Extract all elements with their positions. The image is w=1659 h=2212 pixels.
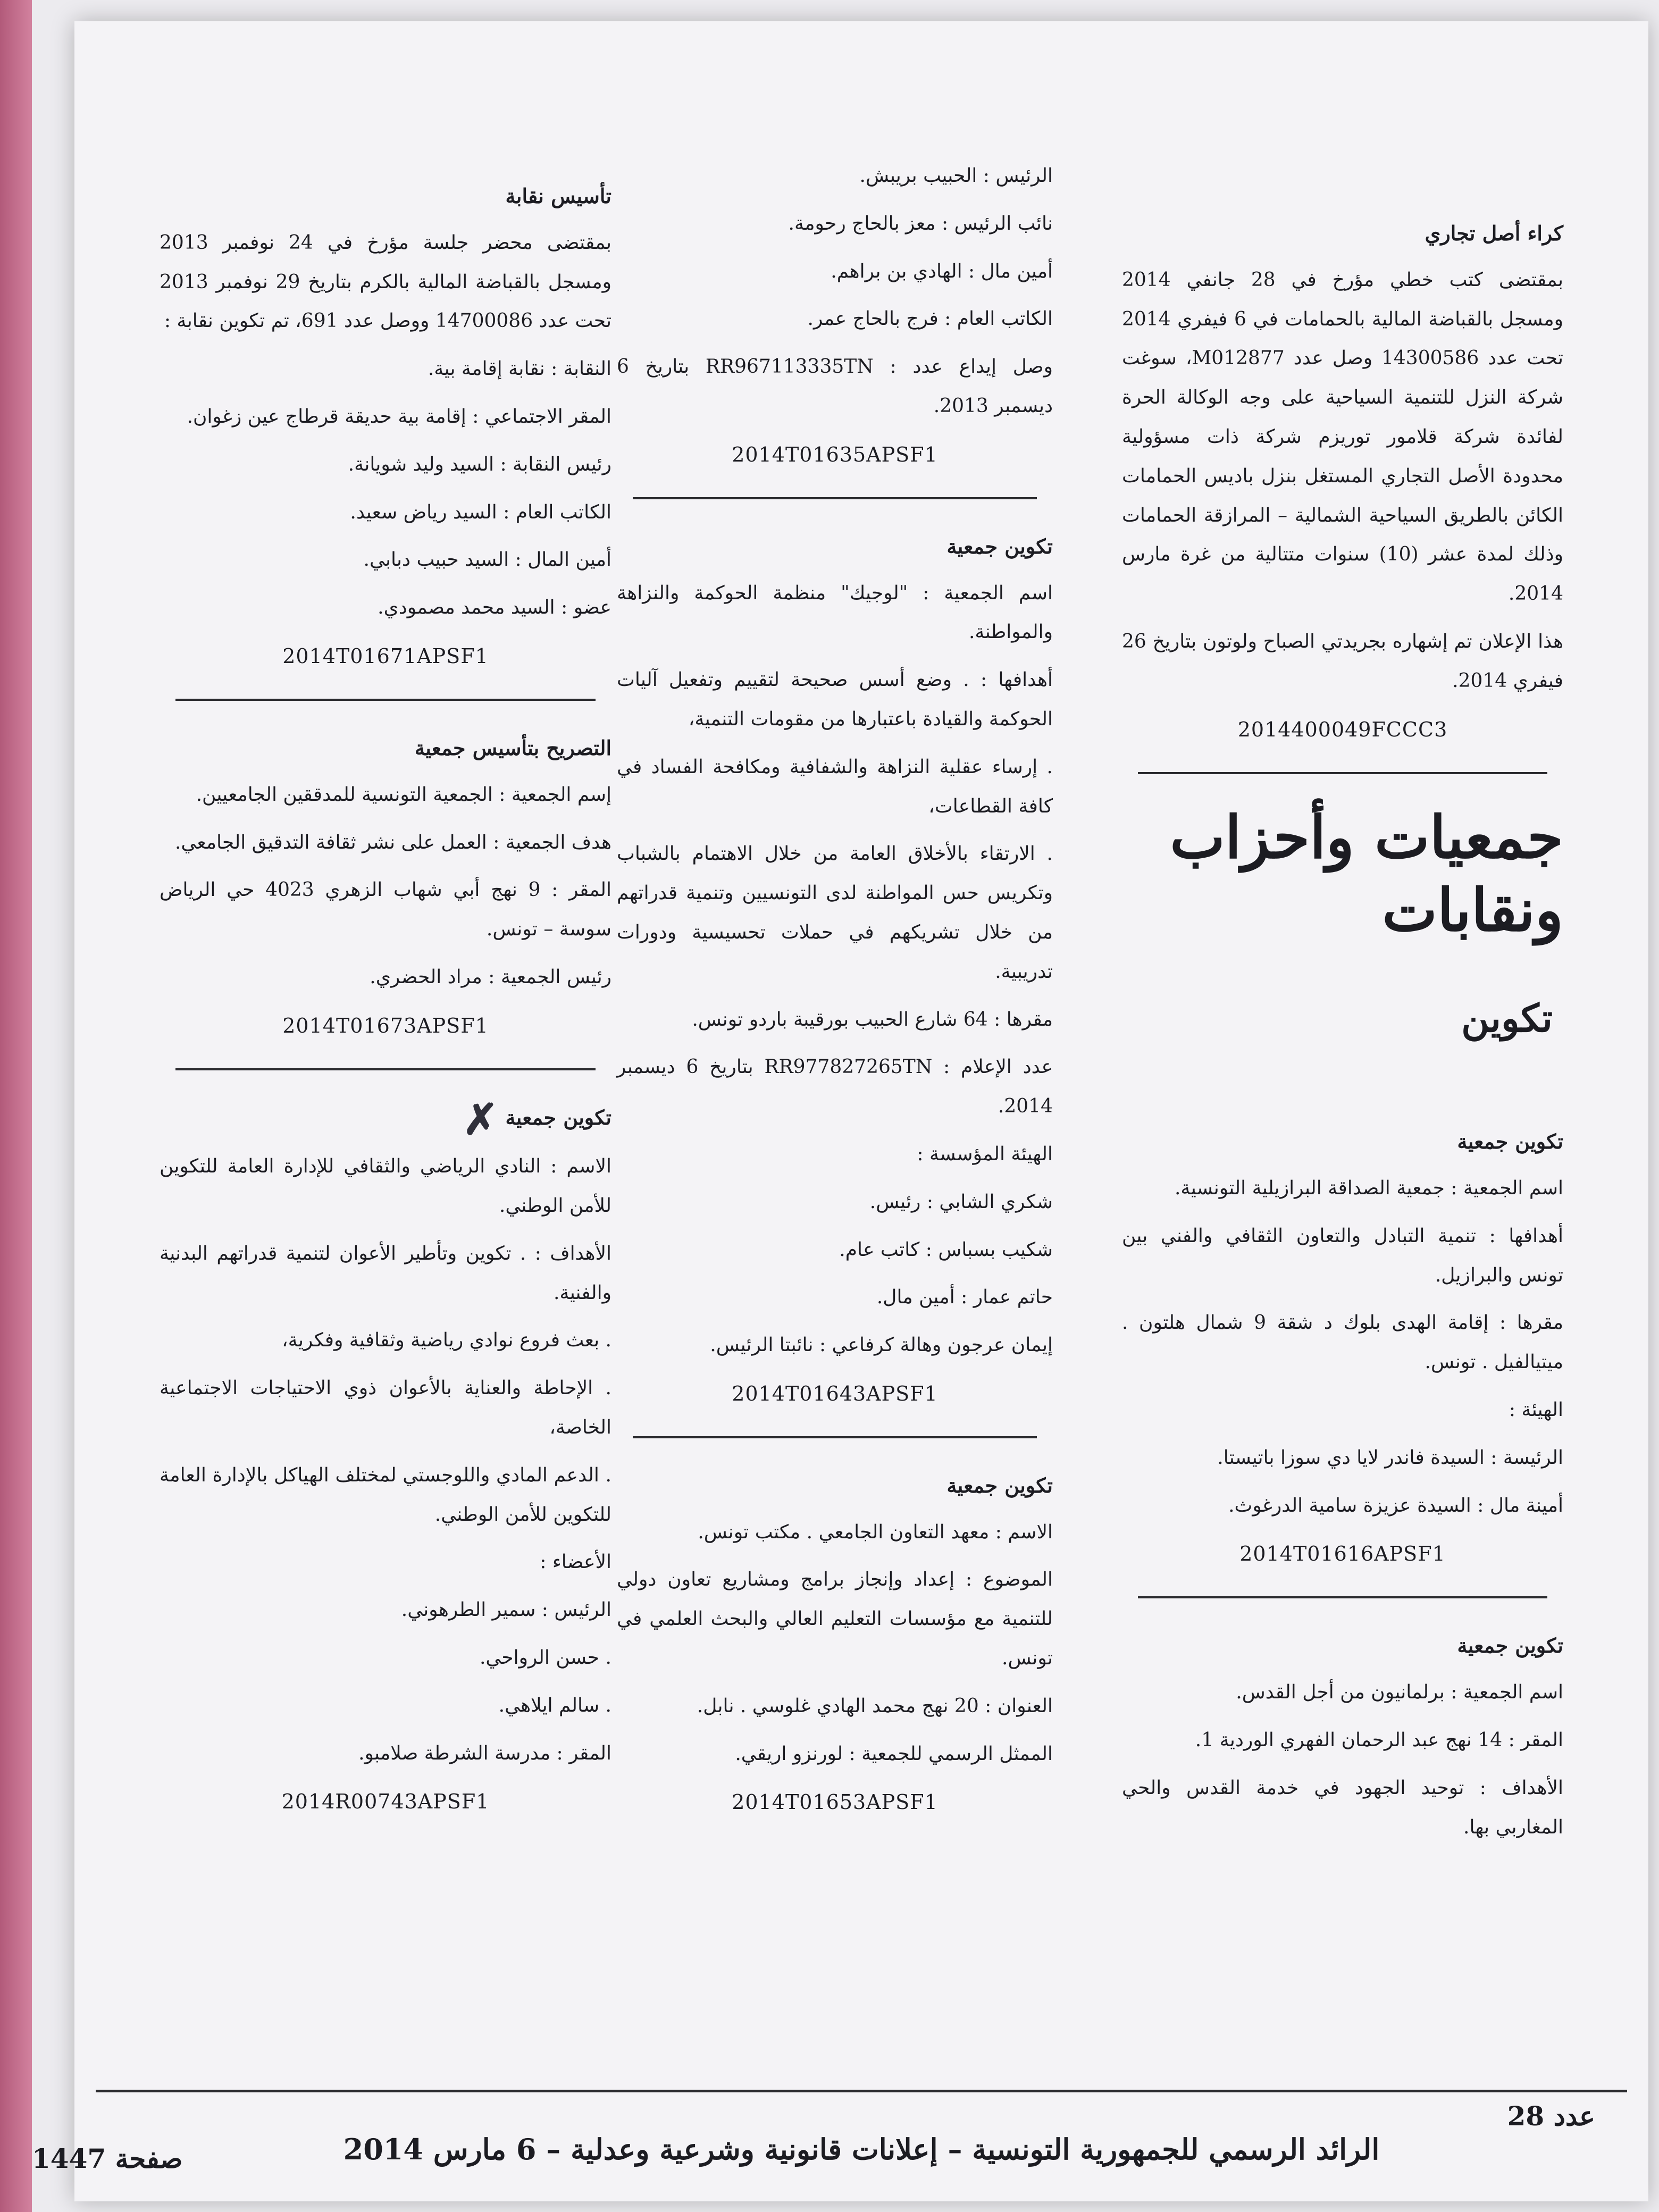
assoc1-board: الهيئة : bbox=[1509, 1399, 1563, 1421]
union-member: عضو : السيد محمد مصمودي. bbox=[378, 597, 611, 619]
assoc5-ref: 2014R00743APSF1 bbox=[281, 1790, 490, 1814]
page-footer bbox=[32, 2100, 1627, 2174]
board-vice: نائب الرئيس : معز بالحاج رحومة. bbox=[788, 212, 1053, 234]
board-continuation bbox=[617, 156, 1053, 476]
kira-heading: كراء أصل تجاري bbox=[1425, 221, 1563, 245]
footer-rule bbox=[96, 2090, 1627, 2092]
union-president: رئيس النقابة : السيد وليد شويانة. bbox=[348, 453, 611, 475]
divider bbox=[175, 1068, 596, 1070]
assoc4-address: العنوان : 20 نهج محمد الهادي غلوسي . نابل. bbox=[697, 1695, 1053, 1717]
assoc1-ref: 2014T01616APSF1 bbox=[1239, 1542, 1446, 1566]
assoc3-goals-1: أهدافها : . وضع أسس صحيحة لتقييم وتفعيل آليات الحوكمة والقيادة باعتبارها من مقومات التنمية، bbox=[617, 669, 1053, 730]
assoc2-heading: تكوين جمعية bbox=[1457, 1633, 1563, 1658]
assoc3-ref: 2014T01643APSF1 bbox=[732, 1381, 938, 1405]
assoc5-name: الاسم : النادي الرياضي والثقافي للإدارة العامة للتكوين للأمن الوطني. bbox=[160, 1155, 611, 1217]
board-treasurer: أمين مال : الهادي بن براهم. bbox=[831, 260, 1053, 282]
kira-note: هذا الإعلان تم إشهاره بجريدتي الصباح ولوتون بتاريخ 26 فيفري 2014. bbox=[1122, 631, 1563, 692]
union-body: بمقتضى محضر جلسة مؤرخ في 24 نوفمبر 2013 ومسجل بالقباضة المالية بالكرم بتاريخ 29 نوفمبر 2013 تحت عدد 14700086 ووصل عدد 691، تم تكوين نقابة : bbox=[160, 231, 611, 332]
divider bbox=[175, 699, 596, 701]
left-column bbox=[160, 175, 611, 1839]
union-heading: تأسيس نقابة bbox=[505, 184, 611, 208]
assoc5-president: الرئيس : سمير الطرهوني. bbox=[401, 1599, 611, 1621]
assoc1-goals: أهدافها : تنمية التبادل والتعاون الثقافي والفني بين تونس والبرازيل. bbox=[1122, 1225, 1563, 1286]
kira-ref: 2014400049FCCC3 bbox=[1237, 717, 1448, 741]
assoc3-member-3: حاتم عمار : أمين مال. bbox=[876, 1286, 1053, 1309]
gazette-page bbox=[32, 21, 1648, 2201]
assoc2-name: اسم الجمعية : برلمانيون من أجل القدس. bbox=[1236, 1681, 1563, 1704]
divider bbox=[1138, 1596, 1547, 1598]
board-ref: 2014T01635APSF1 bbox=[732, 442, 938, 466]
assoc3-goals-3: . الارتقاء بالأخلاق العامة من خلال الاهتمام بالشباب وتكريس حس المواطنة لدى التونسيين وتنمية قدراتهم من خلال تشريكهم في حملات تحسيسية ودورات تدريبية. bbox=[617, 843, 1053, 983]
divider bbox=[633, 1436, 1037, 1438]
board-deposit: وصل إيداع عدد : RR967113335TN بتاريخ 6 ديسمبر 2013. bbox=[617, 356, 1053, 417]
declaration-heading: التصريح بتأسيس جمعية bbox=[414, 735, 611, 760]
assoc3-member-4: إيمان عرجون وهالة كرفاعي : نائبتا الرئيس. bbox=[710, 1334, 1053, 1356]
assoc4-notice bbox=[617, 1465, 1053, 1824]
handwritten-x-mark: ✗ bbox=[463, 1094, 499, 1145]
assoc1-heading: تكوين جمعية bbox=[1457, 1129, 1563, 1154]
declaration-goal: هدف الجمعية : العمل على نشر ثقافة التدقيق الجامعي. bbox=[174, 831, 611, 853]
assoc1-seat: مقرها : إقامة الهدى بلوك د شقة 9 شمال هلتون . ميتيالفيل . تونس. bbox=[1122, 1312, 1563, 1373]
section-title: جمعيات وأحزاب ونقابات bbox=[1170, 802, 1563, 945]
declaration-name: إسم الجمعية : الجمعية التونسية للمدققين الجامعيين. bbox=[196, 783, 611, 806]
union-secretary: الكاتب العام : السيد رياض سعيد. bbox=[350, 501, 611, 523]
middle-column bbox=[617, 154, 1053, 1839]
union-seat: المقر الاجتماعي : إقامة بية حديقة قرطاج عين زغوان. bbox=[187, 406, 611, 428]
assoc4-subject: الموضوع : إعداد وإنجاز برامج ومشاريع تعاون دولي للتنمية مع مؤسسات التعليم العالي والبحث العلمي في تونس. bbox=[617, 1569, 1053, 1670]
divider bbox=[1138, 772, 1547, 774]
board-president: الرئيس : الحبيب بريبش. bbox=[859, 165, 1053, 187]
assoc5-members: الأعضاء : bbox=[540, 1551, 611, 1573]
sub-title: تكوين bbox=[1461, 995, 1553, 1041]
declaration-president: رئيس الجمعية : مراد الحضري. bbox=[370, 966, 611, 988]
assoc4-heading: تكوين جمعية bbox=[946, 1473, 1053, 1497]
divider bbox=[633, 497, 1037, 499]
assoc3-founders: الهيئة المؤسسة : bbox=[917, 1143, 1053, 1165]
assoc5-heading-row bbox=[160, 1094, 611, 1145]
assoc3-name: اسم الجمعية : "لوجيك" منظمة الحوكمة والنزاهة والمواطنة. bbox=[617, 582, 1053, 643]
assoc5-member-2: . سالم ايلاهي. bbox=[498, 1694, 611, 1716]
assoc3-notice-number: عدد الإعلام : RR977827265TN بتاريخ 6 ديسمبر 2014. bbox=[617, 1056, 1053, 1118]
assoc5-heading: تكوين جمعية bbox=[505, 1105, 611, 1129]
declaration-notice bbox=[160, 727, 611, 1047]
assoc5-goals-4: . الدعم المادي واللوجستي لمختلف الهياكل بالإدارة العامة للتكوين للأمن الوطني. bbox=[160, 1464, 611, 1526]
declaration-seat: المقر : 9 نهج أبي شهاب الزهري 4023 حي الرياض سوسة – تونس. bbox=[160, 879, 612, 941]
assoc1-name: اسم الجمعية : جمعية الصداقة البرازيلية التونسية. bbox=[1174, 1177, 1563, 1200]
kira-notice bbox=[1122, 213, 1563, 751]
assoc5-notice bbox=[160, 1094, 611, 1823]
journal-title: الرائد الرسمي للجمهورية التونسية – إعلانات قانونية وشرعية وعدلية – 6 مارس 2014 bbox=[343, 2132, 1380, 2166]
assoc3-seat: مقرها : 64 شارع الحبيب بورقيبة باردو تونس. bbox=[692, 1008, 1053, 1030]
assoc1-notice bbox=[1122, 1121, 1563, 1575]
union-notice bbox=[160, 175, 611, 677]
page-number: صفحة 1447 bbox=[32, 2143, 183, 2174]
assoc3-heading: تكوين جمعية bbox=[946, 534, 1053, 558]
assoc3-notice bbox=[617, 526, 1053, 1415]
assoc4-representative: الممثل الرسمي للجمعية : لورنزو اريقي. bbox=[735, 1742, 1053, 1765]
assoc3-member-1: شكري الشابي : رئيس. bbox=[869, 1191, 1053, 1213]
assoc5-goals-3: . الإحاطة والعناية بالأعوان ذوي الاحتياجات الاجتماعية الخاصة، bbox=[160, 1377, 611, 1438]
assoc4-ref: 2014T01653APSF1 bbox=[732, 1790, 938, 1814]
declaration-ref: 2014T01673APSF1 bbox=[282, 1013, 489, 1037]
assoc2-goals: الأهداف : توحيد الجهود في خدمة القدس والحي المغاربي بها. bbox=[1122, 1777, 1563, 1838]
assoc1-treasurer: أمينة مال : السيدة عزيزة سامية الدرغوث. bbox=[1228, 1494, 1563, 1516]
union-treasurer: أمين المال : السيد حبيب دبابي. bbox=[363, 549, 611, 571]
kira-body: بمقتضى كتب خطي مؤرخ في 28 جانفي 2014 ومسجل بالقباضة المالية بالحمامات في 6 فيفري 2014 تحت عدد 14300586 وصل عدد M012877، سوغت شركة النزل للتنمية السياحية على وجه الوكالة الحرة لفائدة شركة قلامور توريزم شركة ذات مسؤولية محدودة الأصل التجاري المستغل بنزل باديس الحمامات الكائن بالطريق السياحية الشمالية – المرازقة الحمامات وذلك لمدة عشر (10) سنوات متتالية من غرة مارس 2014. bbox=[1122, 269, 1564, 605]
assoc3-member-2: شكيب بسباس : كاتب عام. bbox=[839, 1238, 1053, 1261]
assoc1-president: الرئيسة : السيدة فاندر لايا دي سوزا باتيستا. bbox=[1217, 1446, 1563, 1469]
assoc2-notice bbox=[1122, 1625, 1563, 1847]
assoc2-seat: المقر : 14 نهج عبد الرحمان الفهري الوردية 1. bbox=[1195, 1729, 1563, 1751]
union-name: النقابة : نقابة إقامة بية. bbox=[428, 358, 611, 380]
assoc5-member-1: . حسن الرواحي. bbox=[479, 1646, 611, 1669]
assoc5-goals-1: الأهداف : . تكوين وتأطير الأعوان لتنمية قدراتهم البدنية والفنية. bbox=[160, 1242, 611, 1304]
board-secretary: الكاتب العام : فرج بالحاج عمر. bbox=[807, 308, 1053, 330]
assoc5-seat: المقر : مدرسة الشرطة صلامبو. bbox=[358, 1742, 611, 1764]
assoc5-goals-2: . بعث فروع نوادي رياضية وثقافية وفكرية، bbox=[282, 1329, 611, 1352]
assoc4-name: الاسم : معهد التعاون الجامعي . مكتب تونس. bbox=[698, 1521, 1053, 1543]
union-ref: 2014T01671APSF1 bbox=[282, 644, 489, 668]
right-column bbox=[1122, 213, 1563, 1863]
assoc3-goals-2: . إرساء عقلية النزاهة والشفافية ومكافحة الفساد في كافة القطاعات، bbox=[617, 756, 1053, 817]
issue-number: عدد 28 bbox=[1507, 2100, 1595, 2132]
